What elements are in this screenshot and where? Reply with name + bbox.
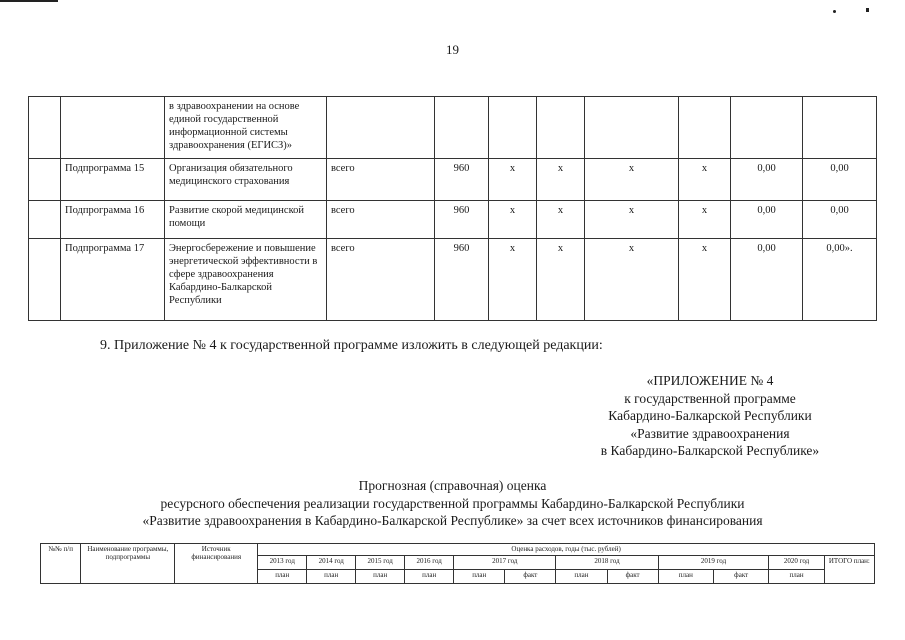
grbs-code: 960 bbox=[435, 159, 489, 201]
year-header: 2016 год bbox=[405, 556, 454, 570]
appendix-header: «ПРИЛОЖЕНИЕ № 4 к государственной программе Кабардино-Балкарской Республики «Развитие здравоохранения в Кабардино-Балкарской Республике» bbox=[560, 372, 860, 460]
amount-value: 0,00 bbox=[803, 159, 877, 201]
year-header: 2020 год bbox=[769, 556, 824, 570]
table-header-row bbox=[41, 544, 875, 556]
grbs-code: 960 bbox=[435, 201, 489, 239]
plan-fact-header: факт bbox=[607, 570, 658, 584]
plan-fact-header: план bbox=[356, 570, 405, 584]
plan-fact-header: план bbox=[405, 570, 454, 584]
year-header: 2015 год bbox=[356, 556, 405, 570]
col-name-header: Наименование программы, подпрограммы bbox=[81, 544, 175, 584]
grbs-code: 960 bbox=[435, 239, 489, 321]
amount-value: 0,00 bbox=[731, 159, 803, 201]
plan-fact-header: факт bbox=[505, 570, 556, 584]
col-source-header: Источник финансирования bbox=[175, 544, 258, 584]
section-heading: Прогнозная (справочная) оценка ресурсного обеспечения реализации государственной программы Кабардино-Балкарской Республики «Развитие здравоохранения в Кабардино-Балкарской Республике» за счет всех источников финансирования bbox=[0, 477, 905, 530]
subprogram-code: Подпрограмма 17 bbox=[61, 239, 165, 321]
subprogram-code: Подпрограмма 15 bbox=[61, 159, 165, 201]
subprogram-code: Подпрограмма 16 bbox=[61, 201, 165, 239]
scan-mark-right-2 bbox=[866, 8, 869, 12]
amount-value: 0,00 bbox=[731, 201, 803, 239]
heading-title: Прогнозная (справочная) оценка bbox=[358, 478, 547, 493]
subprogram-table bbox=[28, 96, 877, 321]
appendix-title: «ПРИЛОЖЕНИЕ № 4 bbox=[646, 373, 774, 388]
plan-fact-header: факт bbox=[714, 570, 769, 584]
page-number: 19 bbox=[446, 42, 459, 57]
plan-fact-header: план bbox=[556, 570, 607, 584]
paragraph-9: 9. Приложение № 4 к государственной программе изложить в следующей редакции: bbox=[100, 338, 603, 353]
col-number-header: №№ п/п bbox=[41, 544, 81, 584]
plan-fact-header: план bbox=[307, 570, 356, 584]
table-row bbox=[29, 97, 877, 159]
subprogram-name: Энергосбережение и повышение энергетической эффективности в сфере здравоохранения Кабардино-Балкарской Республики bbox=[165, 239, 327, 321]
table-row: Подпрограмма 17 Энергосбережение и повышение энергетической эффективности в сфере здравоохранения Кабардино-Балкарской Республики всего 960 х х х х 0,00 0,00». bbox=[29, 239, 877, 321]
subprogram-name: в здравоохранении на основе единой государственной информационной системы здравоохранения (ЕГИСЗ)» bbox=[165, 97, 327, 159]
col-estimate-header: Оценка расходов, годы (тыс. рублей) bbox=[258, 544, 875, 556]
total-header: ИТОГО план: bbox=[824, 556, 874, 584]
subprogram-name: Развитие скорой медицинской помощи bbox=[165, 201, 327, 239]
table-row: Подпрограмма 16 Развитие скорой медицинской помощи всего 960 х х х х 0,00 0,00 bbox=[29, 201, 877, 239]
subprogram-name: Организация обязательного медицинского страхования bbox=[165, 159, 327, 201]
plan-fact-header: план bbox=[658, 570, 713, 584]
amount-value: 0,00 bbox=[731, 239, 803, 321]
funding-source: всего bbox=[327, 159, 435, 201]
plan-fact-header: план bbox=[769, 570, 824, 584]
year-header: 2013 год bbox=[258, 556, 307, 570]
funding-source: всего bbox=[327, 239, 435, 321]
plan-fact-header: план bbox=[258, 570, 307, 584]
plan-fact-header: план bbox=[454, 570, 505, 584]
year-header: 2014 год bbox=[307, 556, 356, 570]
year-header: 2019 год bbox=[658, 556, 769, 570]
year-header: 2017 год bbox=[454, 556, 556, 570]
scan-mark-left bbox=[0, 0, 58, 2]
table-row: Подпрограмма 15 Организация обязательного медицинского страхования всего 960 х х х х 0,00 0,00 bbox=[29, 159, 877, 201]
funding-source: всего bbox=[327, 201, 435, 239]
resource-estimate-table bbox=[40, 543, 875, 584]
year-header: 2018 год bbox=[556, 556, 658, 570]
amount-value: 0,00». bbox=[803, 239, 877, 321]
amount-value: 0,00 bbox=[803, 201, 877, 239]
scan-mark-right bbox=[833, 10, 836, 13]
